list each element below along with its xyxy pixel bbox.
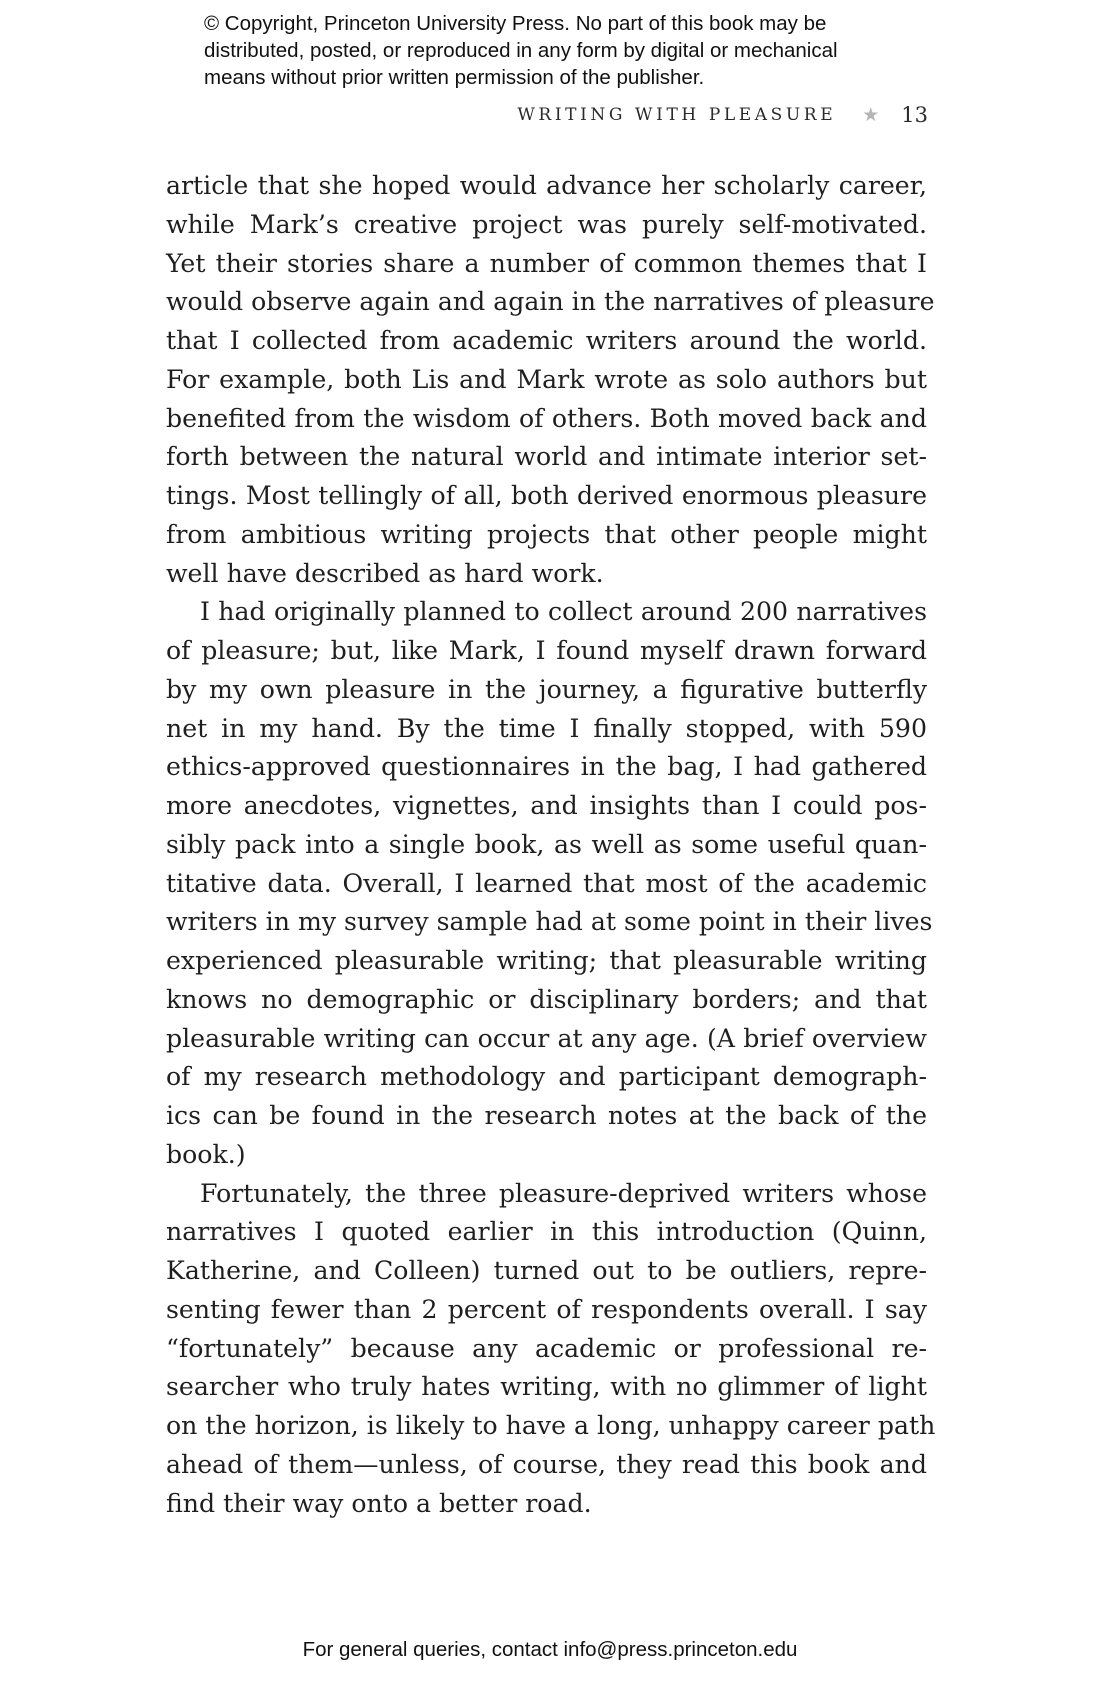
text-line: Yet their stories share a number of common themes that I bbox=[166, 248, 927, 278]
paragraph bbox=[166, 1175, 936, 1524]
text-line: of my research methodology and participant demograph- bbox=[166, 1062, 927, 1092]
text-line: For example, both Lis and Mark wrote as solo authors but bbox=[166, 364, 927, 394]
text-line: searcher who truly hates writing, with no glimmer of light bbox=[166, 1372, 927, 1402]
running-title: WRITING WITH PLEASURE bbox=[517, 105, 837, 125]
text-line: ics can be found in the research notes at the back of the bbox=[166, 1101, 927, 1130]
text-line: tings. Most tellingly of all, both derived enormous pleasure bbox=[166, 481, 927, 510]
star-icon: ★ bbox=[862, 103, 880, 126]
text-line: writers in my survey sample had at some point in their lives bbox=[166, 907, 933, 937]
text-line: Fortunately, the three pleasure-deprived writers whose bbox=[200, 1178, 927, 1208]
text-line: more anecdotes, vignettes, and insights than I could pos- bbox=[166, 791, 927, 820]
text-line: ethics-approved questionnaires in the bag, I had gathered bbox=[166, 752, 927, 782]
text-line: titative data. Overall, I learned that most of the academic bbox=[166, 868, 927, 898]
text-line: article that she hoped would advance her scholarly career, bbox=[166, 171, 927, 200]
text-line: I had originally planned to collect around 200 narratives bbox=[200, 597, 927, 627]
text-line: would observe again and again in the narratives of pleasure bbox=[166, 287, 935, 317]
text-line: pleasurable writing can occur at any age. (A brief overview bbox=[166, 1023, 927, 1053]
copyright-line: distributed, posted, or reproduced in any form by digital or mechanical bbox=[204, 39, 838, 62]
text-line: narratives I quoted earlier in this introduction (Quinn, bbox=[166, 1217, 927, 1247]
running-head bbox=[474, 100, 928, 130]
text-line: by my own pleasure in the journey, a figurative butterfly bbox=[166, 674, 927, 704]
text-line: sibly pack into a single book, as well as some useful quan- bbox=[166, 829, 927, 859]
text-line: forth between the natural world and intimate interior set- bbox=[166, 442, 927, 472]
page-number: 13 bbox=[901, 103, 928, 127]
text-line: book.) bbox=[166, 1139, 246, 1169]
text-line: on the horizon, is likely to have a long, unhappy career path bbox=[166, 1411, 936, 1440]
text-line: find their way onto a better road. bbox=[166, 1488, 592, 1518]
paragraph bbox=[166, 593, 933, 1174]
text-line: well have described as hard work. bbox=[166, 558, 604, 588]
text-line: ahead of them—unless, of course, they read this book and bbox=[166, 1449, 927, 1479]
text-line: of pleasure; but, like Mark, I found myself drawn forward bbox=[166, 636, 927, 665]
text-line: net in my hand. By the time I finally stopped, with 590 bbox=[166, 713, 927, 743]
copyright-notice bbox=[204, 10, 924, 91]
paragraph bbox=[166, 167, 935, 593]
copyright-line: means without prior written permission of the publisher. bbox=[204, 66, 705, 89]
text-line: knows no demographic or disciplinary borders; and that bbox=[166, 984, 927, 1014]
footer-contact: For general queries, contact info@press.princeton.edu bbox=[302, 1638, 798, 1661]
text-line: that I collected from academic writers around the world. bbox=[166, 326, 927, 355]
text-line: benefited from the wisdom of others. Both moved back and bbox=[166, 403, 927, 433]
body-text bbox=[166, 167, 936, 1523]
text-line: senting fewer than 2 percent of respondents overall. I say bbox=[166, 1294, 927, 1324]
text-line: while Mark’s creative project was purely self-motivated. bbox=[166, 209, 927, 239]
text-line: experienced pleasurable writing; that pleasurable writing bbox=[166, 946, 927, 975]
text-line: from ambitious writing projects that other people might bbox=[166, 519, 927, 549]
text-line: “fortunately” because any academic or professional re- bbox=[166, 1333, 927, 1363]
copyright-line: © Copyright, Princeton University Press. No part of this book may be bbox=[204, 12, 827, 35]
text-line: Katherine, and Colleen) turned out to be outliers, repre- bbox=[166, 1256, 927, 1285]
